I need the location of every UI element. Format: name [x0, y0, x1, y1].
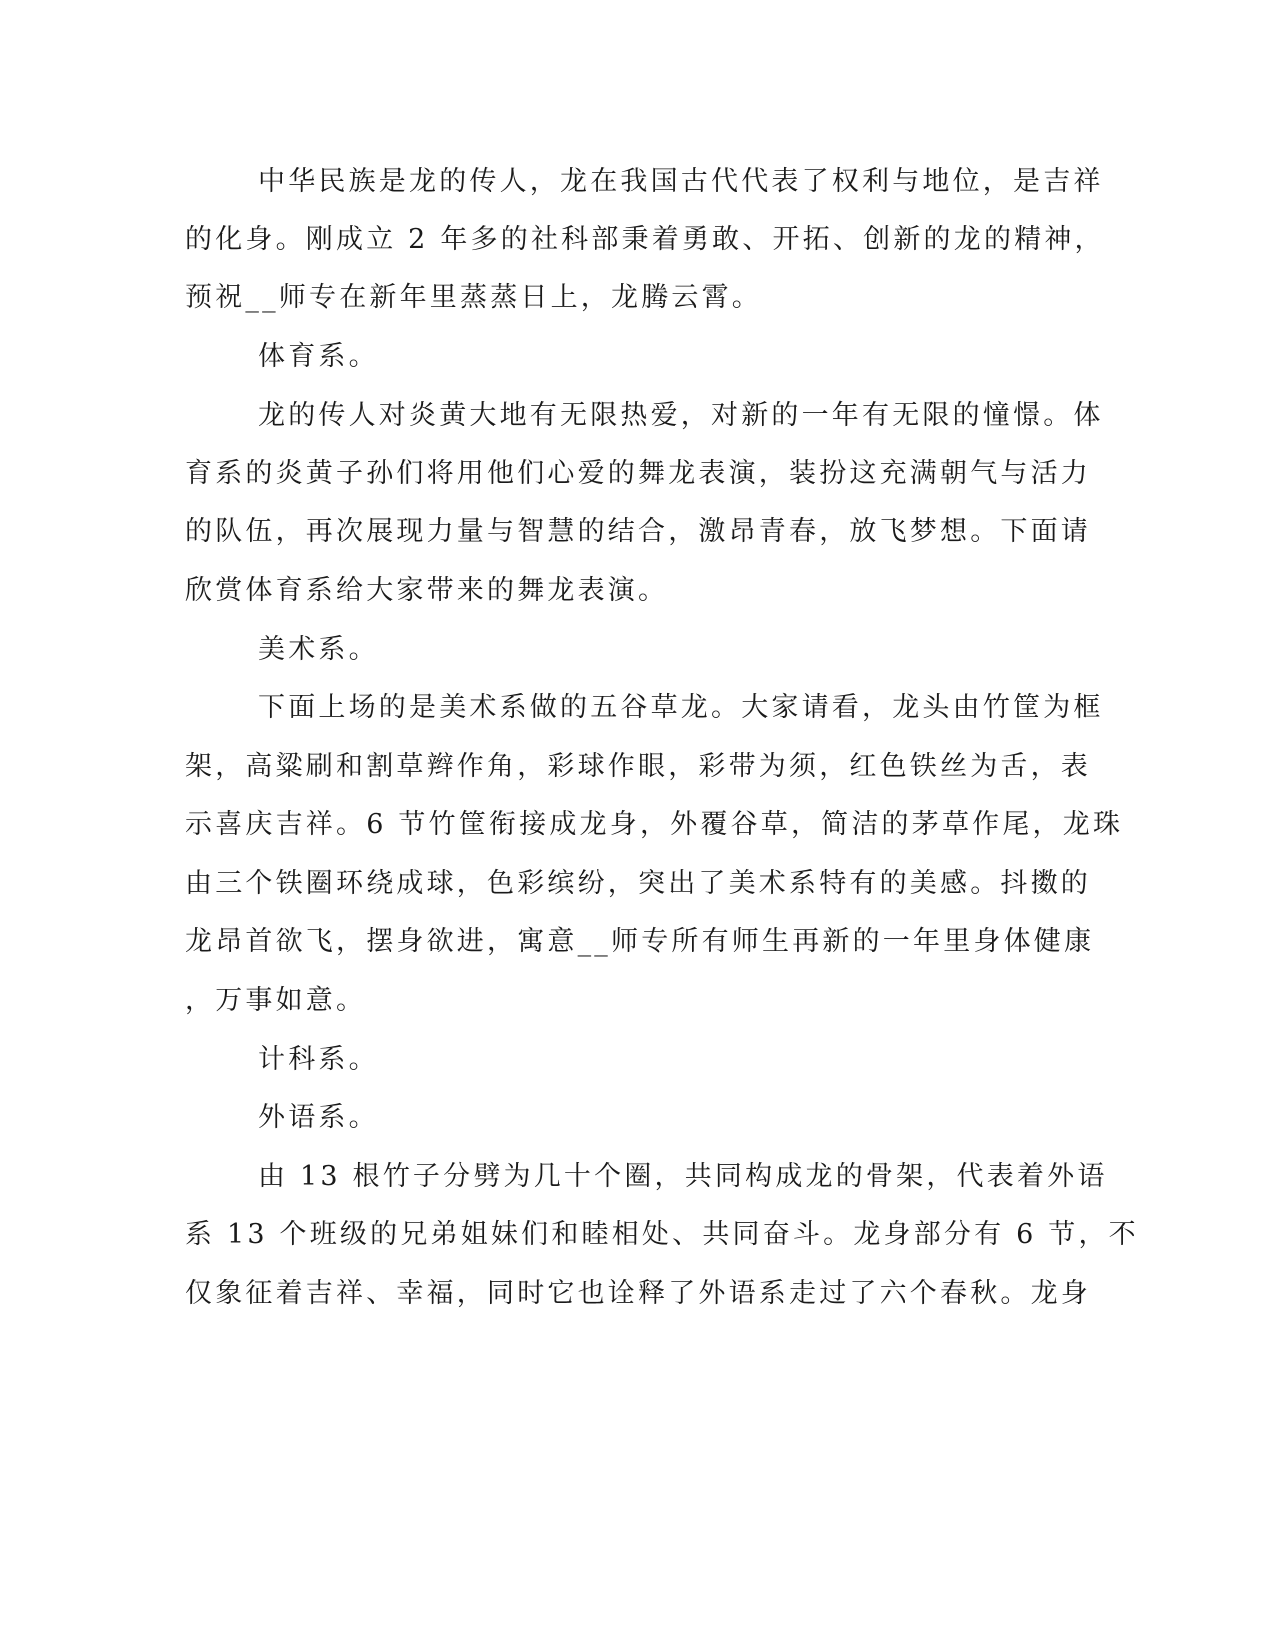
- section-heading: 体育系。: [258, 341, 379, 372]
- text-line: 下面上场的是美术系做的五谷草龙。大家请看，龙头由竹筐为框: [258, 692, 1104, 723]
- section-heading: 计科系。: [258, 1044, 379, 1075]
- text-line: 架，高粱刷和割草辫作角，彩球作眼，彩带为须，红色铁丝为舌，表: [185, 751, 1091, 782]
- text-line: 示喜庆吉祥。6 节竹筐衔接成龙身，外覆谷草，简洁的茅草作尾，龙珠: [185, 809, 1124, 840]
- text-line: 由三个铁圈环绕成球，色彩缤纷，突出了美术系特有的美感。抖擞的: [185, 868, 1091, 899]
- text-line: 龙昂首欲飞，摆身欲进，寓意__师专所有师生再新的一年里身体健康: [185, 926, 1095, 957]
- text-line: 由 13 根竹子分劈为几十个圈，共同构成龙的骨架，代表着外语: [258, 1161, 1108, 1192]
- text-line: 系 13 个班级的兄弟姐妹们和睦相处、共同奋斗。龙身部分有 6 节，不: [185, 1219, 1139, 1250]
- text-line: 欣赏体育系给大家带来的舞龙表演。: [185, 575, 669, 606]
- text-line: 仅象征着吉祥、幸福，同时它也诠释了外语系走过了六个春秋。龙身: [185, 1278, 1091, 1309]
- text-line: 的化身。刚成立 2 年多的社科部秉着勇敢、开拓、创新的龙的精神，: [185, 224, 1105, 255]
- text-line: ，万事如意。: [185, 985, 367, 1016]
- section-heading: 外语系。: [258, 1102, 379, 1133]
- section-heading: 美术系。: [258, 634, 379, 665]
- text-line: 龙的传人对炎黄大地有无限热爱，对新的一年有无限的憧憬。体: [258, 400, 1104, 431]
- text-line: 育系的炎黄子孙们将用他们心爱的舞龙表演，装扮这充满朝气与活力: [185, 458, 1091, 489]
- text-line: 的队伍，再次展现力量与智慧的结合，激昂青春，放飞梦想。下面请: [185, 516, 1091, 547]
- text-line: 中华民族是龙的传人，龙在我国古代代表了权利与地位，是吉祥: [258, 166, 1104, 197]
- text-line: 预祝__师专在新年里蒸蒸日上，龙腾云霄。: [185, 282, 762, 313]
